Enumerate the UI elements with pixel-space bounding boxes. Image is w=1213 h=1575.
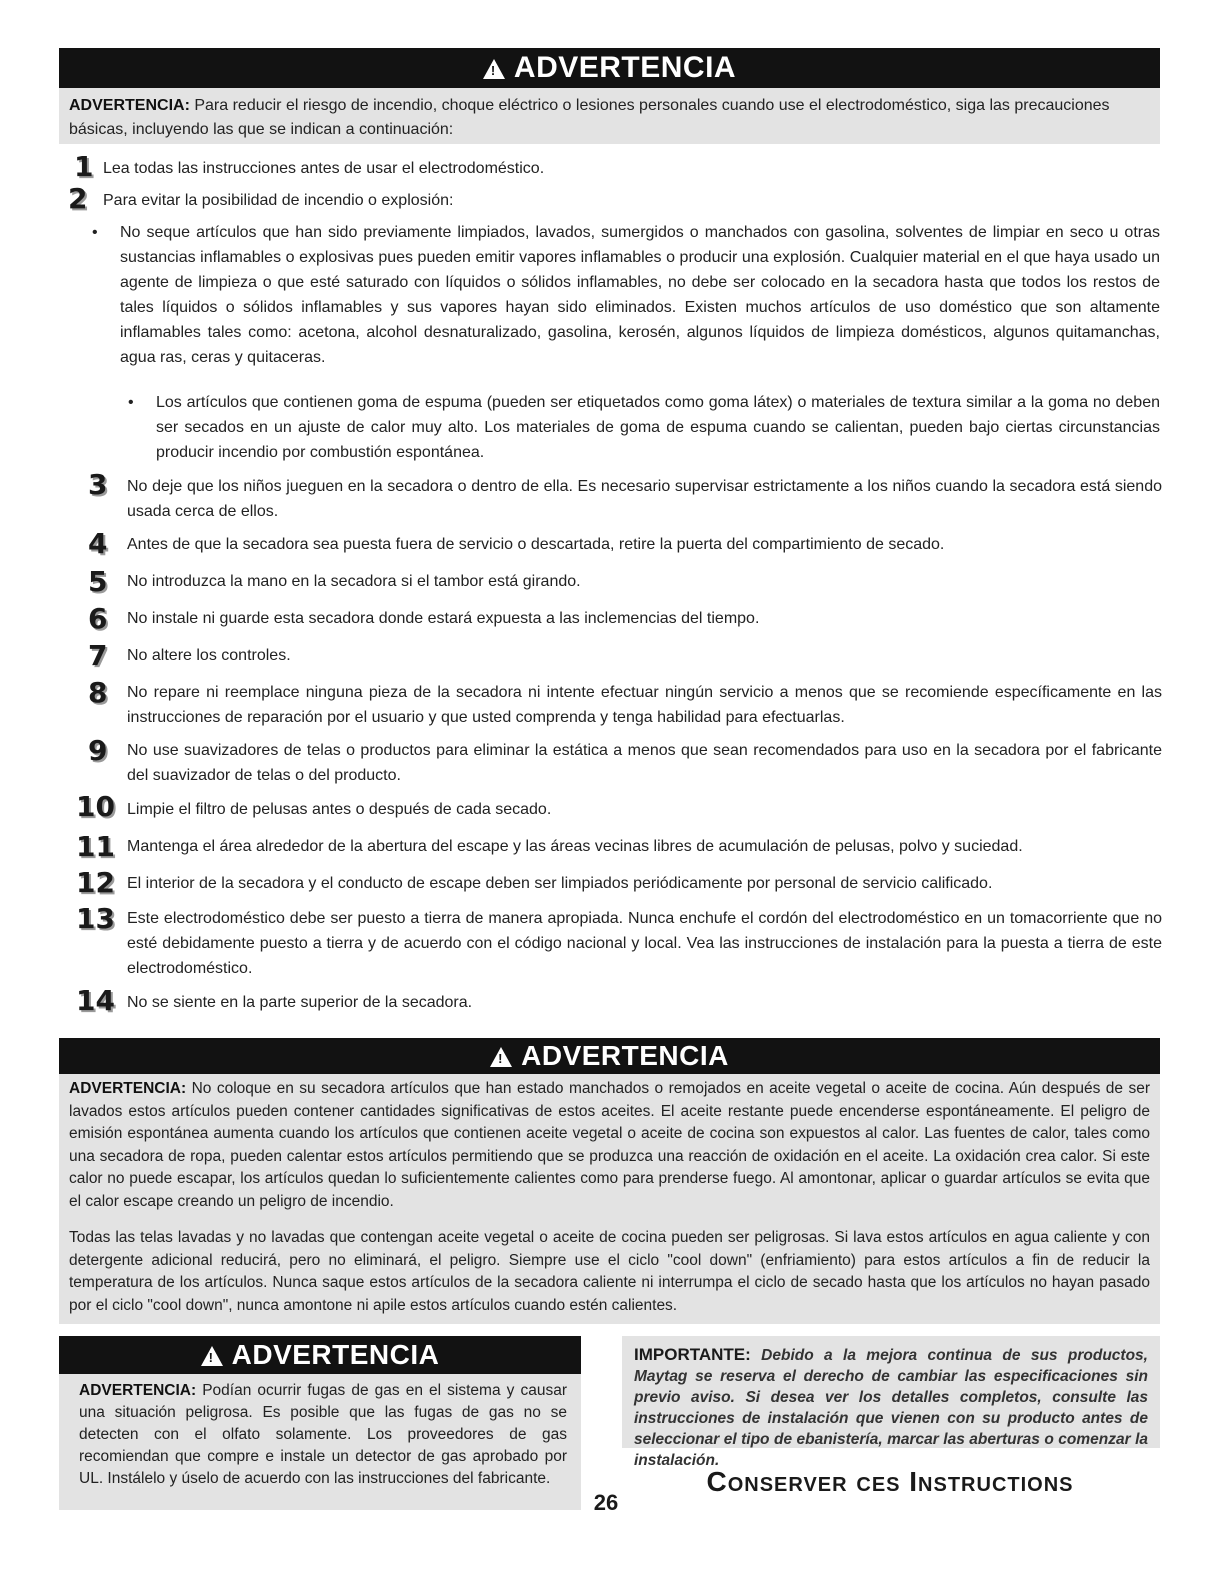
bullet-item: • Los artículos que contienen goma de espuma (pueden ser etiquetados como goma látex) o materiales de textura similar a la goma no deben ser secados en un ajuste de calor muy alto. Los materiales de goma de espuma cuando se calientan, pueden bajo ciertas circunstancias producir incendio por combustión espontánea.: [156, 390, 1160, 465]
warning-banner-title: ADVERTENCIA: [231, 1339, 440, 1370]
item-number-5: 5: [88, 565, 108, 598]
warning-box-2: [59, 1074, 1160, 1324]
list-item: No introduzca la mano en la secadora si el tambor está girando.: [127, 573, 581, 590]
item-number-2: 2: [68, 182, 88, 215]
bullet-item: • No seque artículos que han sido previamente limpiados, lavados, sumergidos o manchados con gasolina, solventes de limpiar en seco u otras sustancias inflamables o explosivas pues pueden emitir vapores inflamables o producir una explosión. Cualquier material en el que haya usado un agente de limpieza o que esté saturado con líquidos o sólidos inflamables, no debe ser colocado en la secadora hasta que todos los restos de tales líquidos o sólidos inflamables y sus vapores hayan sido eliminados. Existen muchos artículos de uso doméstico que son altamente inflamables tales como: acetona, alcohol desnaturalizado, gasolina, kerosén, algunos líquidos de limpieza domésticos, algunos quitamanchas, agua ras, ceras y quitaceras.: [120, 220, 1160, 370]
footer-title: Conserver ces Instructions: [706, 1466, 1074, 1497]
warning-paragraph: [69, 1078, 1150, 1213]
list-item: Limpie el filtro de pelusas antes o después de cada secado.: [127, 801, 552, 818]
item-number-14: 14: [76, 984, 115, 1017]
important-text: Debido a la mejora continua de sus productos, Maytag se reserva el derecho de cambiar las especificaciones sin previo aviso. Si desea ver los detalles completos, consulte las instrucciones de instalación que vienen con su producto antes de seleccionar el tipo de ebanistería, marcar las aberturas o comenzar la instalación.: [634, 1347, 1148, 1469]
warning-banner-3: [59, 1336, 581, 1374]
warning-triangle-icon: [201, 1346, 223, 1366]
item-number-13: 13: [76, 902, 115, 935]
list-item: No deje que los niños jueguen en la secadora o dentro de ella. Es necesario supervisar estrictamente a los niños cuando la secadora está siendo usada cerca de ellos.: [127, 478, 1162, 520]
warning-banner-2: [59, 1038, 1160, 1074]
item-number-6: 6: [88, 602, 108, 635]
list-item: Este electrodoméstico debe ser puesto a tierra de manera apropiada. Nunca enchufe el cordón del electrodoméstico en un tomacorriente que no esté debidamente puesto a tierra y de acuerdo con el código nacional y local. Vea las instrucciones de instalación para la puesta a tierra de este electrodoméstico.: [127, 910, 1162, 977]
warning-text: Podían ocurrir fugas de gas en el sistema y causar una situación peligrosa. Es posible que las fugas de gas no se detecten con el olfato solamente. Los proveedores de gas recomiendan que compre e instale un detector de gas aprobado por UL. Instálelo y úselo de acuerdo con las instrucciones del fabricante.: [79, 1382, 567, 1487]
list-item: Para evitar la posibilidad de incendio o explosión:: [103, 192, 454, 209]
important-notice: [622, 1336, 1160, 1469]
list-item: No repare ni reemplace ninguna pieza de la secadora ni intente efectuar ningún servicio a menos que se recomiende específicamente en las instrucciones de reparación por el usuario y que usted comprenda y tenga habilidad para efectuarlas.: [127, 684, 1162, 726]
warning-box-1: [59, 88, 1160, 144]
warning-triangle-icon: [490, 1047, 512, 1067]
warning-banner-title: ADVERTENCIA: [521, 1040, 729, 1071]
list-item: Lea todas las instrucciones antes de usar el electrodoméstico.: [103, 160, 545, 177]
warning-banner-title: ADVERTENCIA: [513, 51, 737, 84]
item-number-3: 3: [88, 468, 108, 501]
item-number-10: 10: [76, 790, 115, 823]
item-number-11: 11: [76, 830, 115, 863]
item-number-12: 12: [76, 866, 115, 899]
list-item: No use suavizadores de telas o productos para eliminar la estática a menos que sean recomendados para uso en la secadora por el fabricante del suavizador de telas o del producto.: [127, 742, 1162, 784]
list-item: El interior de la secadora y el conducto de escape deben ser limpiados periódicamente por personal de servicio calificado.: [127, 875, 993, 892]
list-item: No se siente en la parte superior de la secadora.: [127, 994, 473, 1011]
list-item: Antes de que la secadora sea puesta fuera de servicio o descartada, retire la puerta del compartimiento de secado.: [127, 536, 945, 553]
warning-box-3: [59, 1374, 581, 1510]
item-number-9: 9: [88, 734, 108, 767]
warning-lead: ADVERTENCIA:: [69, 97, 190, 114]
item-number-4: 4: [88, 527, 108, 560]
item-number-8: 8: [88, 676, 108, 709]
warning-text: No coloque en su secadora artículos que han estado manchados o remojados en aceite vegetal o aceite de cocina. Aún después de ser lavados estos artículos pueden contener cantidades significativas de estos aceites. El aceite restante puede encenderse espontáneamente. El peligro de emisión espontánea aumenta cuando los artículos que contienen aceite vegetal o aceite de cocina son expuestos al calor. Las fuentes de calor, tales como una secadora de ropa, pueden calentar estos artículos permitiendo que se produzca una reacción de oxidación en el aceite. La oxidación crea calor. Si este calor no puede escapar, los artículos quedan lo suficientemente calientes como para prenderse fuego. Al amontonar, aplicar o guardar artículos se evita que el calor escape creando un peligro de incendio.: [69, 1080, 1150, 1210]
warning-banner-1: [59, 48, 1160, 88]
important-label: IMPORTANTE:: [634, 1345, 751, 1364]
item-number-7: 7: [88, 639, 108, 672]
warning-triangle-icon: [483, 59, 505, 79]
warning-paragraph: Todas las telas lavadas y no lavadas que contengan aceite vegetal o aceite de cocina pueden ser peligrosas. Si lava estos artículos en agua caliente y con detergente adicional reducirá, pero no eliminará, el peligro. Siempre use el ciclo "cool down" (enfriamiento) para estos artículos a fin de reducir la temperatura de los artículos. Nunca saque estos artículos de la secadora caliente ni interrumpa el ciclo de secado hasta que los artículos no hayan pasado por el ciclo "cool down", nunca amontone ni apile estos artículos cuando estén calientes.: [69, 1229, 1150, 1314]
warning-text: Para reducir el riesgo de incendio, choque eléctrico o lesiones personales cuando use el electrodoméstico, siga las precauciones básicas, incluyendo las que se indican a continuación:: [69, 97, 1110, 138]
item-number-1: 1: [74, 150, 94, 183]
list-item: Mantenga el área alrededor de la abertura del escape y las áreas vecinas libres de acumulación de pelusas, polvo y suciedad.: [127, 838, 1023, 855]
page-number: 26: [593, 1490, 619, 1515]
list-item: No instale ni guarde esta secadora donde estará expuesta a las inclemencias del tiempo.: [127, 610, 760, 627]
warning-lead: ADVERTENCIA:: [79, 1382, 197, 1399]
list-item: No altere los controles.: [127, 647, 291, 664]
warning-lead: ADVERTENCIA:: [69, 1080, 187, 1097]
